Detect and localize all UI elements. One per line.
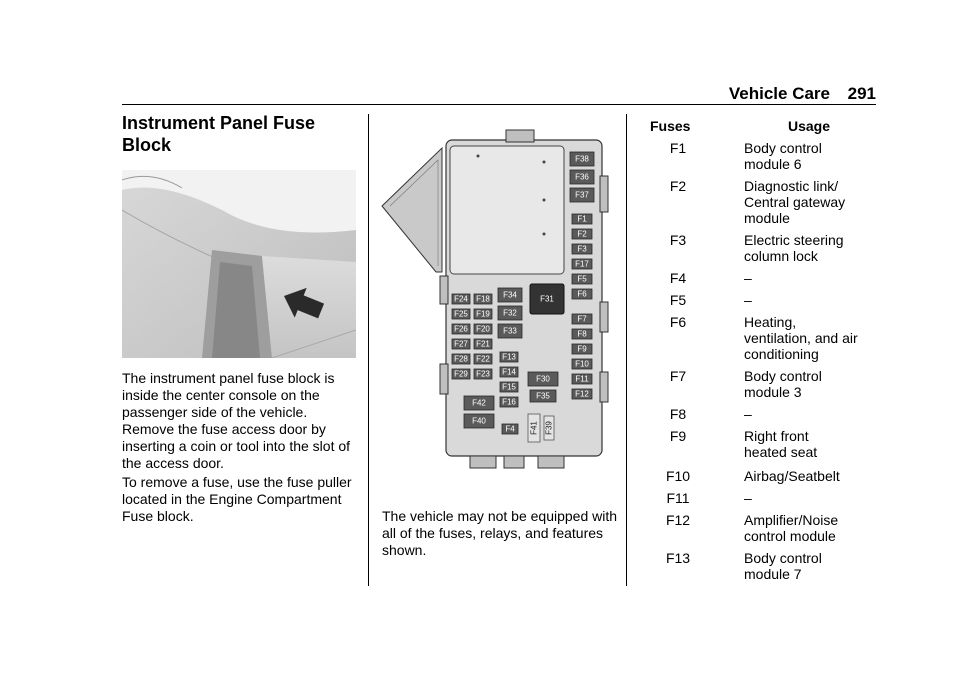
- fuse-f42: F42: [472, 398, 486, 408]
- fuse-f1: F1: [577, 214, 587, 224]
- fuse-f9: F9: [577, 344, 587, 354]
- fuse-f14: F14: [502, 367, 516, 377]
- fuse-f17: F17: [575, 259, 589, 269]
- fuse-block-location-photo: [122, 170, 356, 358]
- fuse-code: F11: [666, 490, 690, 506]
- fuse-f18: F18: [476, 294, 490, 304]
- access-door-flap: [382, 148, 442, 272]
- fuse-f20: F20: [476, 324, 490, 334]
- fuse-f22: F22: [476, 354, 490, 364]
- fuse-code: F9: [669, 428, 687, 444]
- fuse-f11: F11: [575, 374, 589, 384]
- fuse-f31: F31: [540, 294, 554, 304]
- fuse-f3: F3: [577, 244, 587, 254]
- fuse-f38: F38: [575, 154, 589, 164]
- fuse-f29: F29: [454, 369, 468, 379]
- fuse-f10: F10: [575, 359, 589, 369]
- fuse-f26: F26: [454, 324, 468, 334]
- fuse-usage: Heating, ventilation, and air conditioning: [744, 314, 858, 362]
- fuse-usage: Body control module 6: [744, 140, 822, 172]
- fuse-usage: Electric steering column lock: [744, 232, 844, 264]
- fuse-usage: –: [744, 406, 752, 422]
- fuse-f27: F27: [454, 339, 468, 349]
- fuse-f6: F6: [577, 289, 587, 299]
- fuse-usage: Body control module 7: [744, 550, 822, 582]
- relay-cover: [450, 146, 564, 274]
- column-header-usage: Usage: [788, 118, 831, 134]
- fuse-code: F6: [669, 314, 687, 330]
- fuse-f8: F8: [577, 329, 587, 339]
- fuse-usage: Right front heated seat: [744, 428, 818, 460]
- column-divider-left: [368, 114, 369, 586]
- running-header-section: Vehicle Care: [728, 84, 830, 103]
- fuse-f33: F33: [503, 326, 517, 336]
- fuse-usage: –: [744, 292, 752, 308]
- paragraph-fuse-puller: To remove a fuse, use the fuse puller located in the Engine Compartment Fuse block.: [122, 474, 352, 524]
- page-number: 291: [847, 84, 876, 103]
- section-title: [122, 112, 358, 156]
- paragraph-location: The instrument panel fuse block is inside the center console on the passenger side of the vehicle.: [122, 370, 335, 420]
- fuse-f39: F39: [544, 421, 554, 435]
- diagram-caption: The vehicle may not be equipped with all of the fuses, relays, and features shown.: [382, 508, 618, 558]
- fuse-f24: F24: [454, 294, 468, 304]
- fuse-code: F12: [665, 512, 691, 528]
- fuse-code: F13: [665, 550, 691, 566]
- fuse-code: F5: [669, 292, 687, 308]
- fuse-f4: F4: [505, 424, 515, 434]
- fuse-code: F10: [665, 468, 691, 484]
- fuse-code: F2: [669, 178, 687, 194]
- fuse-code: F7: [669, 368, 687, 384]
- fuse-f34: F34: [503, 290, 517, 300]
- fuse-usage: Diagnostic link/ Central gateway module: [744, 178, 846, 226]
- fuse-f40: F40: [472, 416, 486, 426]
- fuse-f36: F36: [575, 172, 589, 182]
- fuse-f41: F41: [529, 421, 539, 435]
- paragraph-access-door: Remove the fuse access door by inserting a coin or tool into the slot of the access door.: [122, 421, 351, 471]
- fuse-f23: F23: [476, 369, 490, 379]
- fuse-f30: F30: [536, 374, 550, 384]
- fuse-f15: F15: [502, 382, 516, 392]
- fuse-usage: Amplifier/Noise control module: [744, 512, 839, 544]
- column-header-fuses: Fuses: [650, 118, 691, 134]
- fuse-code: F1: [669, 140, 687, 156]
- fuse-f13: F13: [502, 352, 516, 362]
- fuse-usage: Airbag/Seatbelt: [744, 468, 840, 484]
- fuse-block-diagram: [380, 126, 612, 474]
- fuse-f16: F16: [502, 397, 516, 407]
- fuse-usage: –: [744, 490, 752, 506]
- section-title-line2: Block: [122, 135, 172, 155]
- section-title-line1: Instrument Panel Fuse: [122, 113, 316, 133]
- header-rule: [122, 104, 876, 105]
- fuse-f7: F7: [577, 314, 587, 324]
- fuse-f28: F28: [454, 354, 468, 364]
- fuse-code: F4: [669, 270, 687, 286]
- fuse-f5: F5: [577, 274, 587, 284]
- right-fuse-column: [570, 152, 594, 399]
- fuse-code: F3: [669, 232, 687, 248]
- fuse-code: F8: [669, 406, 687, 422]
- fuse-f21: F21: [476, 339, 490, 349]
- column-divider-right: [626, 114, 627, 586]
- fuse-f32: F32: [503, 308, 517, 318]
- fuse-f37: F37: [575, 190, 589, 200]
- fuse-f19: F19: [476, 309, 490, 319]
- fuse-usage: –: [744, 270, 752, 286]
- fuse-f25: F25: [454, 309, 468, 319]
- fuse-f2: F2: [577, 229, 587, 239]
- fuse-f35: F35: [536, 391, 550, 401]
- fuse-f12: F12: [575, 389, 589, 399]
- fuse-usage: Body control module 3: [744, 368, 822, 400]
